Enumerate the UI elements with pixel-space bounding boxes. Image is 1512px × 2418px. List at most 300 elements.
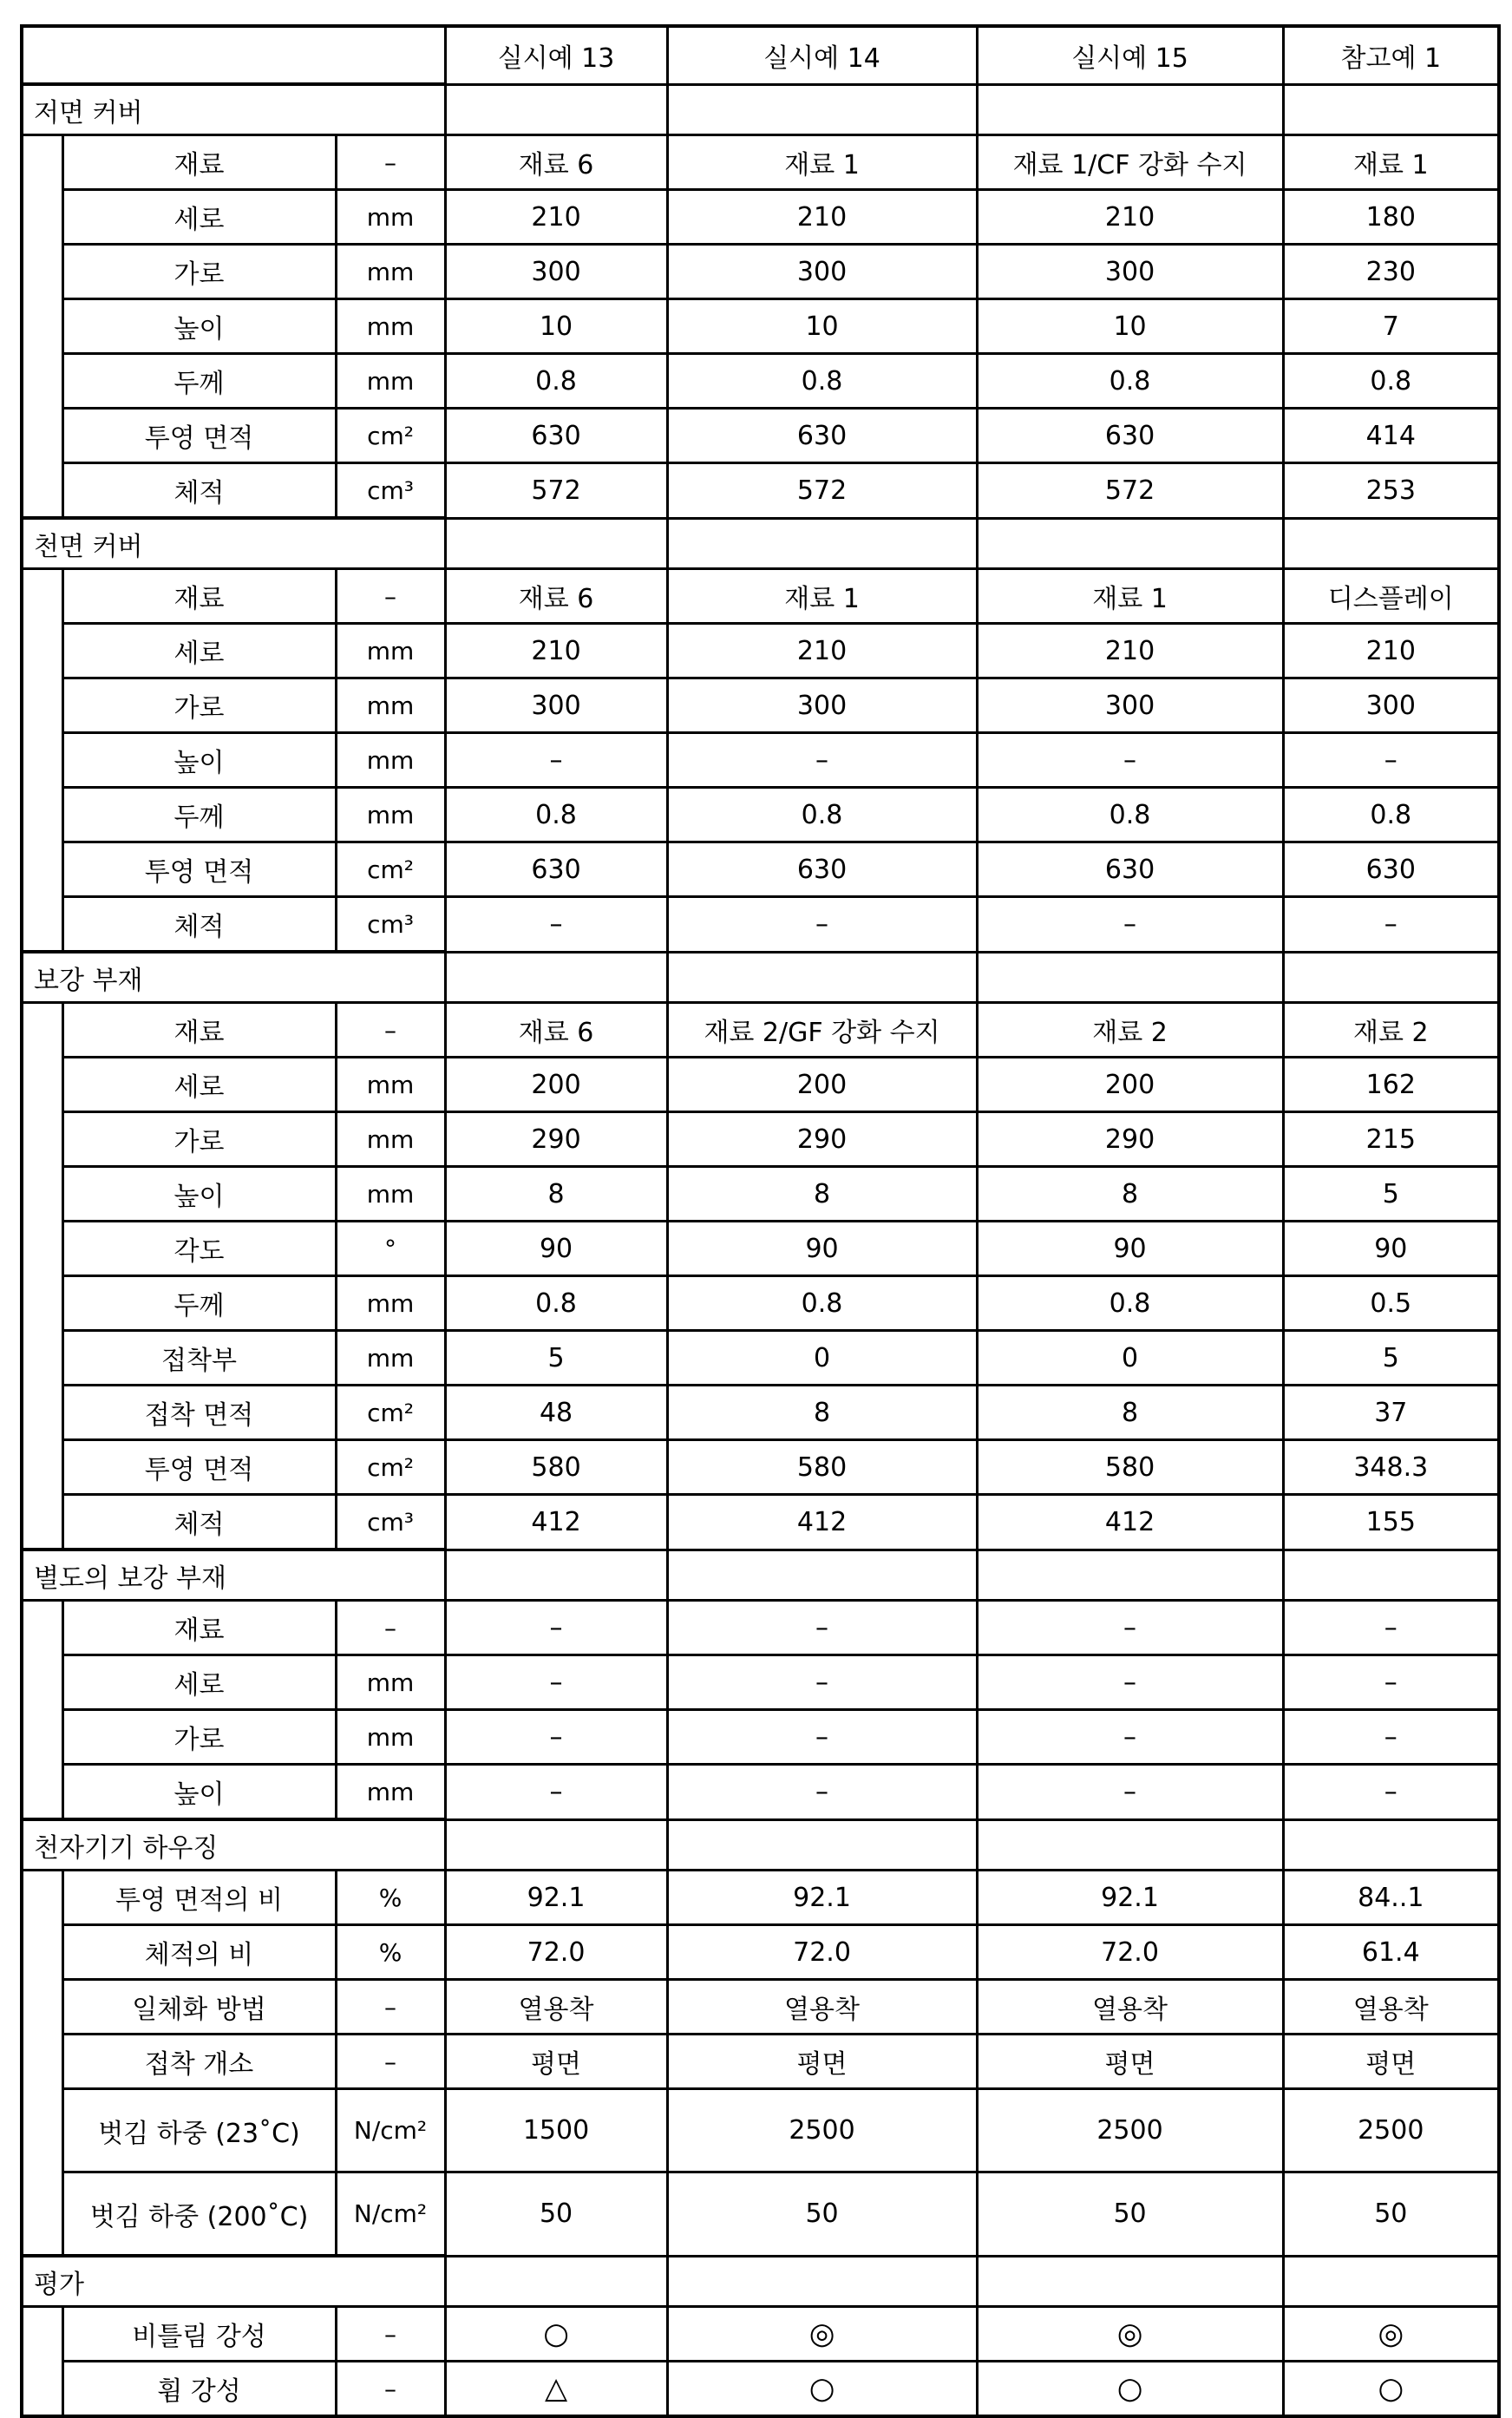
row-label: 두께 (62, 1276, 336, 1331)
value-cell: 414 (1283, 409, 1499, 463)
value-cell: 평면 (667, 2035, 977, 2089)
indent-cell (22, 733, 62, 788)
value-cell: 재료 1 (1283, 135, 1499, 190)
empty-cell (1283, 1550, 1499, 1601)
value-cell: 열용착 (445, 1980, 667, 2035)
table-row (22, 1167, 1499, 1222)
row-unit: mm (336, 1765, 445, 1820)
value-cell: 630 (667, 842, 977, 897)
table-row (22, 1601, 1499, 1655)
value-cell: 630 (977, 842, 1283, 897)
indent-cell (22, 1003, 62, 1058)
row-label: 체적 (62, 1495, 336, 1550)
value-cell: 37 (1283, 1386, 1499, 1440)
value-cell: 50 (667, 2172, 977, 2257)
value-cell: 210 (1283, 624, 1499, 678)
row-label: 벗김 하중 (200˚C) (62, 2172, 336, 2257)
row-label: 세로 (62, 624, 336, 678)
comparison-table (20, 24, 1501, 2418)
value-cell: 572 (667, 463, 977, 519)
indent-cell (22, 1440, 62, 1495)
row-unit: mm (336, 299, 445, 354)
table-row (22, 569, 1499, 624)
value-cell: 290 (667, 1112, 977, 1167)
value-cell: 300 (977, 245, 1283, 299)
row-label: 세로 (62, 1058, 336, 1112)
table-row (22, 2035, 1499, 2089)
table-row (22, 1222, 1499, 1276)
value-cell: – (1283, 897, 1499, 953)
table-row (22, 1112, 1499, 1167)
value-cell: – (1283, 733, 1499, 788)
value-cell: 90 (445, 1222, 667, 1276)
value-cell: 재료 1 (977, 569, 1283, 624)
indent-cell (22, 1601, 62, 1655)
indent-cell (22, 2172, 62, 2257)
row-label: 재료 (62, 569, 336, 624)
value-cell: 210 (445, 624, 667, 678)
value-cell: – (1283, 1765, 1499, 1820)
row-unit: cm² (336, 409, 445, 463)
value-cell: 1500 (445, 2089, 667, 2172)
row-label: 가로 (62, 1112, 336, 1167)
value-cell: – (445, 1710, 667, 1765)
section-row (22, 518, 1499, 569)
row-label: 세로 (62, 190, 336, 245)
row-unit: cm² (336, 1386, 445, 1440)
section-row (22, 1550, 1499, 1601)
value-cell: 90 (1283, 1222, 1499, 1276)
value-cell: 92.1 (977, 1871, 1283, 1925)
empty-cell (1283, 2256, 1499, 2307)
row-unit: – (336, 2307, 445, 2362)
row-label: 투영 면적 (62, 1440, 336, 1495)
row-unit: – (336, 569, 445, 624)
indent-cell (22, 1710, 62, 1765)
indent-cell (22, 788, 62, 842)
value-cell: – (445, 897, 667, 953)
empty-cell (1283, 952, 1499, 1003)
table-row (22, 1655, 1499, 1710)
value-cell: – (667, 1655, 977, 1710)
row-unit: mm (336, 1112, 445, 1167)
rating-symbol: ◎ (667, 2307, 977, 2362)
value-cell: 0.8 (445, 1276, 667, 1331)
table-row (22, 678, 1499, 733)
value-cell: 8 (667, 1167, 977, 1222)
value-cell: 630 (1283, 842, 1499, 897)
row-label: 높이 (62, 1167, 336, 1222)
value-cell: 61.4 (1283, 1925, 1499, 1980)
row-label: 접착부 (62, 1331, 336, 1386)
table-row (22, 1980, 1499, 2035)
indent-cell (22, 1331, 62, 1386)
value-cell: 200 (977, 1058, 1283, 1112)
column-header: 참고예 1 (1283, 26, 1499, 84)
value-cell: – (977, 1710, 1283, 1765)
table-row (22, 1495, 1499, 1550)
value-cell: 92.1 (667, 1871, 977, 1925)
value-cell: 0.8 (445, 354, 667, 409)
value-cell: 300 (445, 245, 667, 299)
row-unit: mm (336, 1058, 445, 1112)
value-cell: – (977, 1655, 1283, 1710)
rating-symbol: ◎ (977, 2307, 1283, 2362)
indent-cell (22, 135, 62, 190)
value-cell: 572 (977, 463, 1283, 519)
table-row (22, 1058, 1499, 1112)
table-row (22, 2089, 1499, 2172)
row-label: 가로 (62, 678, 336, 733)
row-unit: – (336, 1601, 445, 1655)
table-row (22, 1003, 1499, 1058)
indent-cell (22, 2307, 62, 2362)
indent-cell (22, 1925, 62, 1980)
indent-cell (22, 569, 62, 624)
indent-cell (22, 1276, 62, 1331)
table-row (22, 1331, 1499, 1386)
indent-cell (22, 2362, 62, 2417)
value-cell: 630 (445, 842, 667, 897)
section-row (22, 2256, 1499, 2307)
value-cell: 2500 (667, 2089, 977, 2172)
table-row (22, 2172, 1499, 2257)
value-cell: 10 (667, 299, 977, 354)
empty-cell (667, 952, 977, 1003)
value-cell: 72.0 (667, 1925, 977, 1980)
row-unit: mm (336, 678, 445, 733)
value-cell: 300 (445, 678, 667, 733)
rating-symbol: ◎ (1283, 2307, 1499, 2362)
value-cell: 630 (445, 409, 667, 463)
value-cell: 215 (1283, 1112, 1499, 1167)
value-cell: 412 (667, 1495, 977, 1550)
value-cell: 180 (1283, 190, 1499, 245)
value-cell: – (667, 1765, 977, 1820)
value-cell: 재료 6 (445, 1003, 667, 1058)
row-unit: cm³ (336, 1495, 445, 1550)
value-cell: – (1283, 1710, 1499, 1765)
row-label: 체적 (62, 463, 336, 519)
value-cell: – (977, 733, 1283, 788)
row-unit: N/cm² (336, 2172, 445, 2257)
row-label: 두께 (62, 354, 336, 409)
value-cell: 열용착 (977, 1980, 1283, 2035)
empty-cell (1283, 518, 1499, 569)
indent-cell (22, 1871, 62, 1925)
value-cell: 210 (667, 190, 977, 245)
empty-cell (667, 2256, 977, 2307)
value-cell: 평면 (977, 2035, 1283, 2089)
row-unit: mm (336, 1655, 445, 1710)
indent-cell (22, 2089, 62, 2172)
indent-cell (22, 354, 62, 409)
row-label: 재료 (62, 135, 336, 190)
table-row (22, 135, 1499, 190)
row-unit: % (336, 1871, 445, 1925)
value-cell: 253 (1283, 463, 1499, 519)
value-cell: 평면 (445, 2035, 667, 2089)
rating-symbol: ○ (1283, 2362, 1499, 2417)
value-cell: 300 (1283, 678, 1499, 733)
row-unit: mm (336, 245, 445, 299)
value-cell: – (667, 733, 977, 788)
row-label: 접착 개소 (62, 2035, 336, 2089)
value-cell: 재료 6 (445, 135, 667, 190)
empty-cell (667, 84, 977, 135)
row-unit: – (336, 2362, 445, 2417)
value-cell: – (1283, 1655, 1499, 1710)
value-cell: 재료 2 (977, 1003, 1283, 1058)
row-label: 재료 (62, 1003, 336, 1058)
indent-cell (22, 2035, 62, 2089)
indent-cell (22, 897, 62, 953)
indent-cell (22, 1386, 62, 1440)
empty-cell (977, 1819, 1283, 1871)
row-label: 재료 (62, 1601, 336, 1655)
header-row (22, 26, 1499, 84)
empty-cell (445, 2256, 667, 2307)
row-unit: cm² (336, 1440, 445, 1495)
value-cell: 50 (977, 2172, 1283, 2257)
indent-cell (22, 842, 62, 897)
row-unit: mm (336, 1276, 445, 1331)
value-cell: 72.0 (977, 1925, 1283, 1980)
empty-cell (667, 1550, 977, 1601)
value-cell: 재료 2/GF 강화 수지 (667, 1003, 977, 1058)
table-row (22, 1925, 1499, 1980)
value-cell: – (977, 897, 1283, 953)
rating-symbol: ○ (445, 2307, 667, 2362)
value-cell: 290 (977, 1112, 1283, 1167)
value-cell: 0.8 (977, 788, 1283, 842)
value-cell: 재료 6 (445, 569, 667, 624)
indent-cell (22, 190, 62, 245)
value-cell: 48 (445, 1386, 667, 1440)
indent-cell (22, 299, 62, 354)
column-header: 실시예 14 (667, 26, 977, 84)
rating-symbol: ○ (977, 2362, 1283, 2417)
value-cell: 200 (445, 1058, 667, 1112)
row-label: 가로 (62, 1710, 336, 1765)
value-cell: – (667, 1710, 977, 1765)
value-cell: 8 (667, 1386, 977, 1440)
value-cell: – (445, 1655, 667, 1710)
row-unit: ° (336, 1222, 445, 1276)
value-cell: 8 (977, 1386, 1283, 1440)
row-label: 높이 (62, 733, 336, 788)
value-cell: 300 (667, 245, 977, 299)
table-row (22, 733, 1499, 788)
indent-cell (22, 678, 62, 733)
value-cell: 7 (1283, 299, 1499, 354)
row-unit: % (336, 1925, 445, 1980)
rating-symbol: ○ (667, 2362, 977, 2417)
empty-cell (445, 84, 667, 135)
value-cell: 290 (445, 1112, 667, 1167)
value-cell: 0 (977, 1331, 1283, 1386)
row-label: 투영 면적 (62, 409, 336, 463)
empty-cell (977, 952, 1283, 1003)
value-cell: 580 (977, 1440, 1283, 1495)
value-cell: 10 (445, 299, 667, 354)
table-row (22, 624, 1499, 678)
row-label: 접착 면적 (62, 1386, 336, 1440)
empty-cell (445, 1550, 667, 1601)
indent-cell (22, 245, 62, 299)
empty-cell (445, 518, 667, 569)
section-title: 보강 부재 (22, 952, 445, 1003)
value-cell: – (445, 1765, 667, 1820)
table-row (22, 1440, 1499, 1495)
empty-cell (667, 1819, 977, 1871)
value-cell: 열용착 (1283, 1980, 1499, 2035)
value-cell: 412 (445, 1495, 667, 1550)
indent-cell (22, 1112, 62, 1167)
table-row (22, 1710, 1499, 1765)
value-cell: 50 (1283, 2172, 1499, 2257)
section-title: 천자기기 하우징 (22, 1819, 445, 1871)
table-row (22, 842, 1499, 897)
empty-cell (1283, 1819, 1499, 1871)
rating-symbol: △ (445, 2362, 667, 2417)
empty-cell (1283, 84, 1499, 135)
row-unit: cm³ (336, 897, 445, 953)
value-cell: 10 (977, 299, 1283, 354)
value-cell: 5 (1283, 1331, 1499, 1386)
value-cell: 84..1 (1283, 1871, 1499, 1925)
row-label: 세로 (62, 1655, 336, 1710)
row-unit: mm (336, 1710, 445, 1765)
value-cell: 0.8 (667, 1276, 977, 1331)
value-cell: 0.5 (1283, 1276, 1499, 1331)
indent-cell (22, 1222, 62, 1276)
table-row (22, 354, 1499, 409)
empty-cell (977, 518, 1283, 569)
indent-cell (22, 1655, 62, 1710)
indent-cell (22, 624, 62, 678)
value-cell: 580 (667, 1440, 977, 1495)
section-title: 평가 (22, 2256, 445, 2307)
value-cell: 90 (977, 1222, 1283, 1276)
table-row (22, 463, 1499, 519)
value-cell: 90 (667, 1222, 977, 1276)
value-cell: 0 (667, 1331, 977, 1386)
value-cell: 630 (977, 409, 1283, 463)
row-label: 휨 강성 (62, 2362, 336, 2417)
row-label: 비틀림 강성 (62, 2307, 336, 2362)
row-unit: – (336, 135, 445, 190)
value-cell: 5 (1283, 1167, 1499, 1222)
value-cell: 디스플레이 (1283, 569, 1499, 624)
indent-cell (22, 1765, 62, 1820)
row-label: 각도 (62, 1222, 336, 1276)
indent-cell (22, 463, 62, 519)
row-unit: mm (336, 733, 445, 788)
empty-cell (977, 1550, 1283, 1601)
section-title: 천면 커버 (22, 518, 445, 569)
table-row (22, 2307, 1499, 2362)
value-cell: 8 (977, 1167, 1283, 1222)
value-cell: 210 (445, 190, 667, 245)
value-cell: 2500 (1283, 2089, 1499, 2172)
row-label: 체적 (62, 897, 336, 953)
section-row (22, 84, 1499, 135)
column-header: 실시예 13 (445, 26, 667, 84)
value-cell: 580 (445, 1440, 667, 1495)
row-label: 체적의 비 (62, 1925, 336, 1980)
value-cell: 200 (667, 1058, 977, 1112)
row-unit: – (336, 1980, 445, 2035)
table-row (22, 299, 1499, 354)
empty-cell (667, 518, 977, 569)
row-unit: mm (336, 190, 445, 245)
value-cell: 72.0 (445, 1925, 667, 1980)
empty-cell (445, 952, 667, 1003)
value-cell: 210 (667, 624, 977, 678)
value-cell: 210 (977, 624, 1283, 678)
value-cell: 412 (977, 1495, 1283, 1550)
value-cell: 0.8 (667, 788, 977, 842)
empty-cell (977, 84, 1283, 135)
table-row (22, 788, 1499, 842)
value-cell: 0.8 (667, 354, 977, 409)
value-cell: 0.8 (977, 354, 1283, 409)
value-cell: 열용착 (667, 1980, 977, 2035)
row-unit: N/cm² (336, 2089, 445, 2172)
value-cell: 300 (977, 678, 1283, 733)
value-cell: 0.8 (1283, 354, 1499, 409)
value-cell: – (667, 1601, 977, 1655)
header-corner (22, 26, 445, 84)
table-row (22, 1276, 1499, 1331)
indent-cell (22, 1167, 62, 1222)
table-row (22, 190, 1499, 245)
value-cell: 230 (1283, 245, 1499, 299)
row-label: 일체화 방법 (62, 1980, 336, 2035)
value-cell: – (1283, 1601, 1499, 1655)
section-row (22, 952, 1499, 1003)
empty-cell (977, 2256, 1283, 2307)
value-cell: 572 (445, 463, 667, 519)
row-unit: mm (336, 1331, 445, 1386)
table-row (22, 1765, 1499, 1820)
value-cell: 2500 (977, 2089, 1283, 2172)
indent-cell (22, 1058, 62, 1112)
value-cell: – (977, 1765, 1283, 1820)
row-unit: cm³ (336, 463, 445, 519)
value-cell: – (977, 1601, 1283, 1655)
indent-cell (22, 1980, 62, 2035)
value-cell: – (667, 897, 977, 953)
table-row (22, 1386, 1499, 1440)
row-label: 높이 (62, 299, 336, 354)
indent-cell (22, 1495, 62, 1550)
value-cell: 348.3 (1283, 1440, 1499, 1495)
value-cell: 재료 1 (667, 135, 977, 190)
value-cell: 재료 1 (667, 569, 977, 624)
section-row (22, 1819, 1499, 1871)
table-row (22, 1871, 1499, 1925)
empty-cell (445, 1819, 667, 1871)
value-cell: 162 (1283, 1058, 1499, 1112)
row-label: 높이 (62, 1765, 336, 1820)
row-unit: – (336, 2035, 445, 2089)
column-header: 실시예 15 (977, 26, 1283, 84)
value-cell: 210 (977, 190, 1283, 245)
row-unit: mm (336, 788, 445, 842)
row-label: 투영 면적의 비 (62, 1871, 336, 1925)
